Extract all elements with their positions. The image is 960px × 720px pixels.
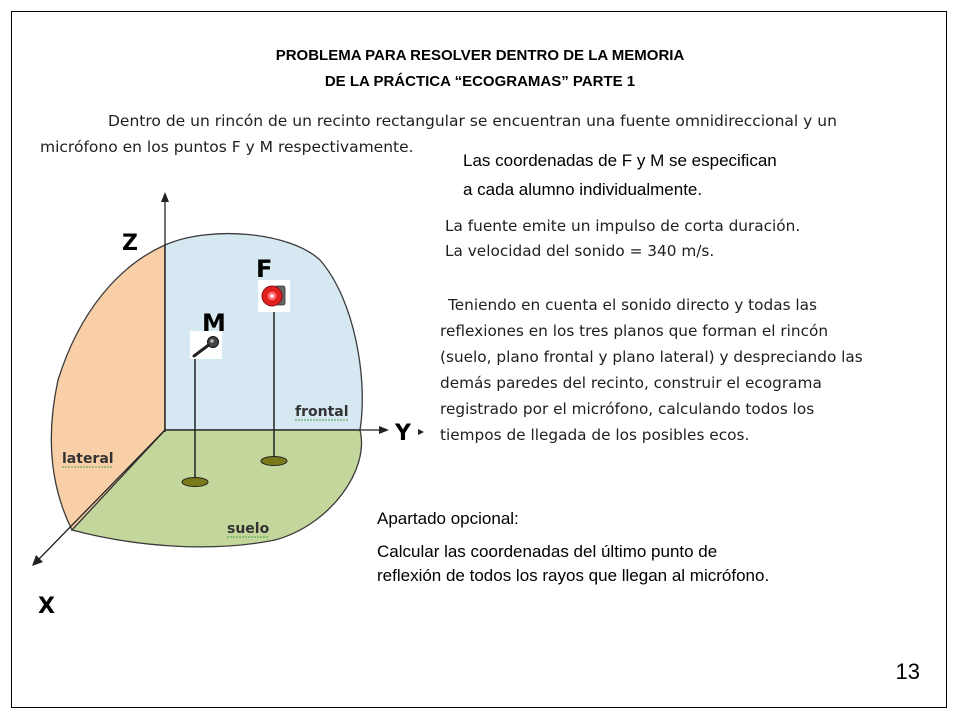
- floor-label: suelo: [227, 521, 270, 537]
- source-info-line-1: La fuente emite un impulso de corta duración.: [445, 217, 801, 235]
- task-line-4: demás paredes del recinto, construir el ecograma: [440, 374, 822, 392]
- axis-z-label: Z: [122, 231, 138, 256]
- optional-heading: Apartado opcional:: [377, 509, 519, 528]
- task-line-6: tiempos de llegada de los posibles ecos.: [440, 426, 750, 444]
- intro-line-1: Dentro de un rincón de un recinto rectangular se encuentran una fuente omnidireccional y un: [108, 112, 837, 130]
- task-line-3: (suelo, plano frontal y plano lateral) y despreciando las: [440, 348, 863, 366]
- task-line-2: reflexiones en los tres planos que forman el rincón: [440, 322, 829, 340]
- page-number: 13: [895, 659, 920, 684]
- source-base: [261, 457, 287, 466]
- coordinates-line-1: Las coordenadas de F y M se especifican: [463, 151, 777, 170]
- source-label: F: [256, 255, 273, 283]
- axis-y-label: Y: [395, 421, 411, 446]
- coordinates-line-2: a cada alumno individualmente.: [463, 180, 703, 199]
- task-line-5: registrado por el micrófono, calculando todos los: [440, 400, 815, 418]
- mic-base: [182, 478, 208, 487]
- title-line-1: PROBLEMA PARA RESOLVER DENTRO DE LA MEMORIA: [275, 47, 685, 64]
- intro-line-2: micrófono en los puntos F y M respectivamente.: [40, 138, 414, 156]
- frontal-label: frontal: [295, 404, 349, 420]
- task-line-1: Teniendo en cuenta el sonido directo y todas las: [448, 296, 818, 314]
- optional-line-1: Calcular las coordenadas del último punto de: [377, 542, 718, 561]
- axis-x-label: X: [38, 594, 55, 619]
- y-axis-arrow: [379, 426, 389, 434]
- lateral-label: lateral: [62, 451, 114, 467]
- speaker-icon: [258, 280, 290, 312]
- optional-line-2: reflexión de todos los rayos que llegan al micrófono.: [377, 566, 770, 585]
- source-info-line-2: La velocidad del sonido = 340 m/s.: [445, 242, 715, 260]
- y-axis-tick-arrow: [418, 429, 424, 435]
- mic-label: M: [202, 309, 226, 337]
- z-axis-arrow: [161, 192, 169, 202]
- title-line-2: DE LA PRÁCTICA “ECOGRAMAS” PARTE 1: [324, 73, 636, 90]
